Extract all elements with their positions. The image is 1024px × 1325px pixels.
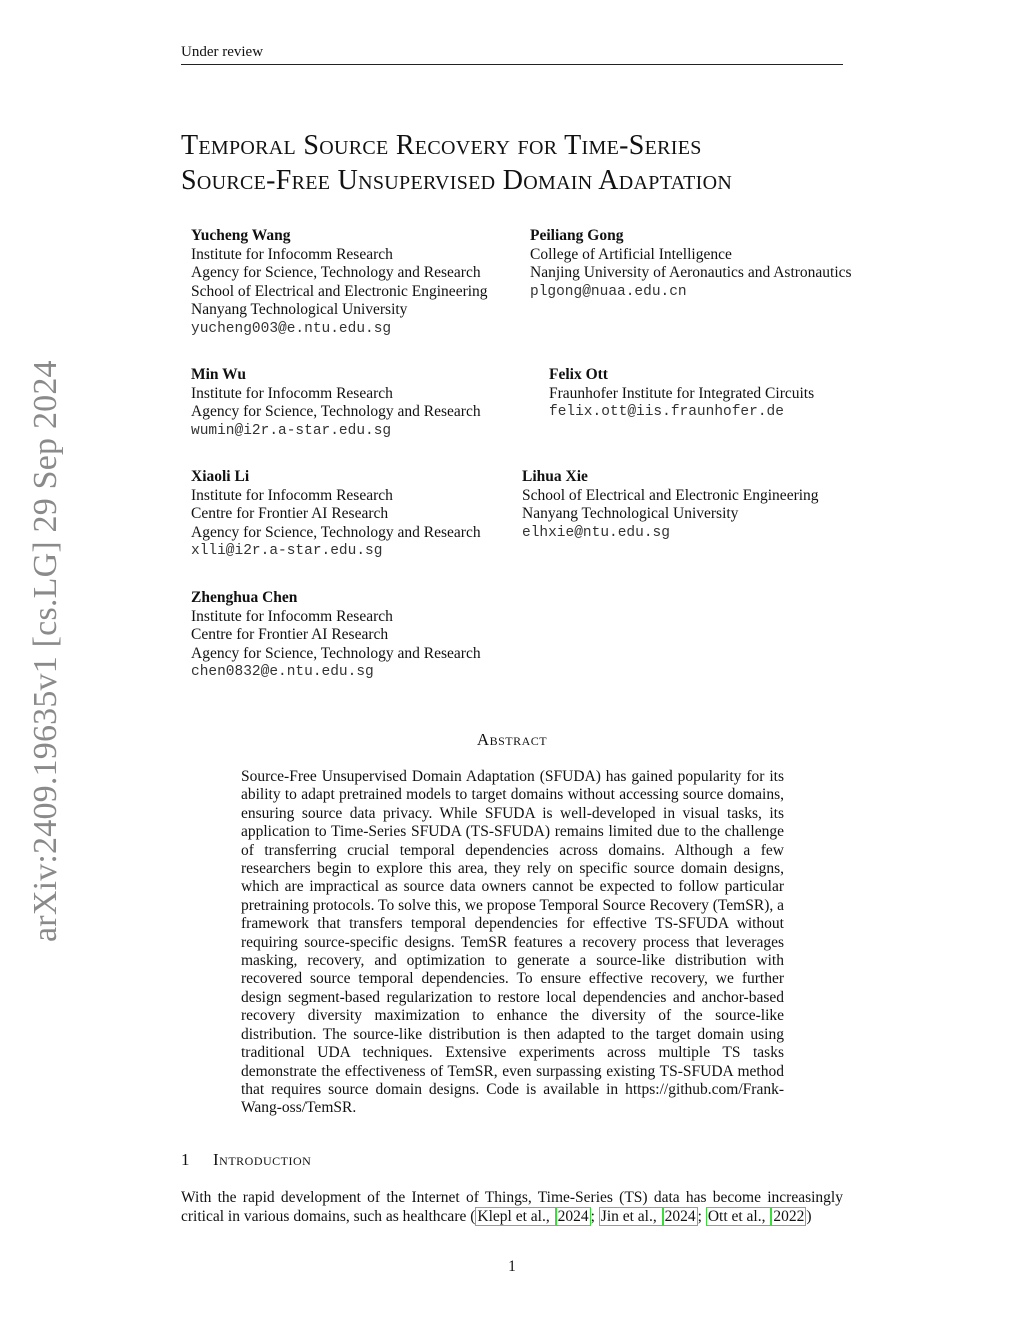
author-affiliation: Agency for Science, Technology and Research <box>191 523 481 541</box>
author-affiliation: Fraunhofer Institute for Integrated Circuits <box>549 384 815 402</box>
citation-authors: Jin et al., <box>600 1208 657 1225</box>
author-name: Zhenghua Chen <box>191 589 298 606</box>
author-affiliation: Centre for Frontier AI Research <box>191 505 389 523</box>
running-header: Under review <box>181 44 843 65</box>
section-heading-introduction <box>181 1150 311 1170</box>
author-block-peiliang-gong <box>530 227 852 301</box>
introduction-paragraph <box>181 1188 843 1226</box>
author-affiliation: School of Electrical and Electronic Engineering <box>191 282 488 300</box>
author-email: elhxie@ntu.edu.sg <box>522 524 670 541</box>
intro-text: With the rapid development of the Internet of Things, Time-Series (TS) data has become increasingly critical in various domains, such as healthcare ( <box>181 1189 843 1225</box>
author-email: chen0832@e.ntu.edu.sg <box>191 664 374 681</box>
author-affiliation: Nanjing University of Aeronautics and Astronautics <box>530 264 852 282</box>
author-name: Min Wu <box>191 366 246 383</box>
author-affiliation: Institute for Infocomm Research <box>191 245 393 263</box>
citation-link-klepl-year[interactable]: 2024 <box>557 1208 589 1225</box>
title-line-2: Source-Free Unsupervised Domain Adaptation <box>181 165 733 196</box>
author-name: Xiaoli Li <box>191 468 250 485</box>
author-email: xlli@i2r.a-star.edu.sg <box>191 543 383 560</box>
author-block-xiaoli-li <box>191 468 481 561</box>
author-affiliation: Centre for Frontier AI Research <box>191 626 389 644</box>
citation-authors: Klepl et al., <box>477 1208 550 1225</box>
citation-separator: ; <box>697 1208 702 1225</box>
intro-text-end: ) <box>806 1208 812 1225</box>
citation-link-ott-year[interactable]: 2022 <box>773 1208 805 1225</box>
author-affiliation: College of Artificial Intelligence <box>530 245 732 263</box>
citation-link-klepl[interactable] <box>475 1207 555 1226</box>
author-affiliation: Institute for Infocomm Research <box>191 607 393 625</box>
citation-separator: ; <box>590 1208 595 1225</box>
author-block-yucheng-wang <box>191 227 488 339</box>
author-email: yucheng003@e.ntu.edu.sg <box>191 320 392 337</box>
citation-link-ott[interactable] <box>706 1207 772 1226</box>
author-name: Yucheng Wang <box>191 227 291 244</box>
author-affiliation: Agency for Science, Technology and Research <box>191 403 481 421</box>
author-affiliation: Institute for Infocomm Research <box>191 486 393 504</box>
author-block-felix-ott <box>549 366 814 422</box>
author-email: felix.ott@iis.fraunhofer.de <box>549 404 784 421</box>
page-number: 1 <box>508 1258 516 1275</box>
author-affiliation: Agency for Science, Technology and Research <box>191 264 481 282</box>
citation-link-jin-year[interactable]: 2024 <box>664 1208 696 1225</box>
author-affiliation: Agency for Science, Technology and Research <box>191 644 481 662</box>
author-email: wumin@i2r.a-star.edu.sg <box>191 422 392 439</box>
author-name: Felix Ott <box>549 366 608 383</box>
author-name: Lihua Xie <box>522 468 588 485</box>
abstract-text: Source-Free Unsupervised Domain Adaptation (SFUDA) has gained popularity for its ability to adapt pretrained models to target domains without accessing source domains, ensuring source data privacy. While SFUDA is well-developed in visual tasks, its application to Time-Series SFUDA (TS-SFUDA) remains limited due to the challenge of transferring crucial temporal dependencies across domains. Although a few researchers begin to explore this area, they rely on specific source domain designs, which are impractical as source data owners cannot be expected to follow particular pretraining protocols. To solve this, we propose Temporal Source Recovery (TemSR), a framework that transfers temporal dependencies for effective TS-SFUDA without requiring source-specific designs. TemSR features a recovery process that leverages masking, recovery, and optimization to generate a source-like distribution with recovered source temporal dependencies. To ensure effective recovery, we further design segment-based regularization to restore local dependencies and anchor-based recovery diversity maximization to enhance the diversity of the source-like distribution. The source-like distribution is then adapted to the target domain using traditional UDA techniques. Extensive experiments across multiple TS tasks demonstrate the effectiveness of TemSR, even surpassing existing TS-SFUDA method that requires source domain designs. Code is available in https://github.com/Frank-Wang-oss/TemSR. <box>241 768 784 1117</box>
author-block-lihua-xie <box>522 468 819 542</box>
author-block-min-wu <box>191 366 481 440</box>
citation-link-jin[interactable] <box>599 1207 663 1226</box>
author-affiliation: Nanyang Technological University <box>522 505 739 523</box>
author-email: plgong@nuaa.edu.cn <box>530 283 687 300</box>
paper-title <box>181 128 851 198</box>
author-affiliation: School of Electrical and Electronic Engineering <box>522 486 819 504</box>
abstract-heading: Abstract <box>476 730 548 749</box>
arxiv-identifier-stamp: arXiv:2409.19635v1 [cs.LG] 29 Sep 2024 <box>27 360 64 942</box>
author-name: Peiliang Gong <box>530 227 624 244</box>
citation-authors: Ott et al., <box>707 1208 766 1225</box>
author-affiliation: Institute for Infocomm Research <box>191 384 393 402</box>
section-number: 1 <box>181 1150 190 1169</box>
title-line-1: Temporal Source Recovery for Time-Series <box>181 130 702 161</box>
author-affiliation: Nanyang Technological University <box>191 301 408 319</box>
section-title: Introduction <box>213 1150 312 1169</box>
author-block-zhenghua-chen <box>191 589 481 682</box>
